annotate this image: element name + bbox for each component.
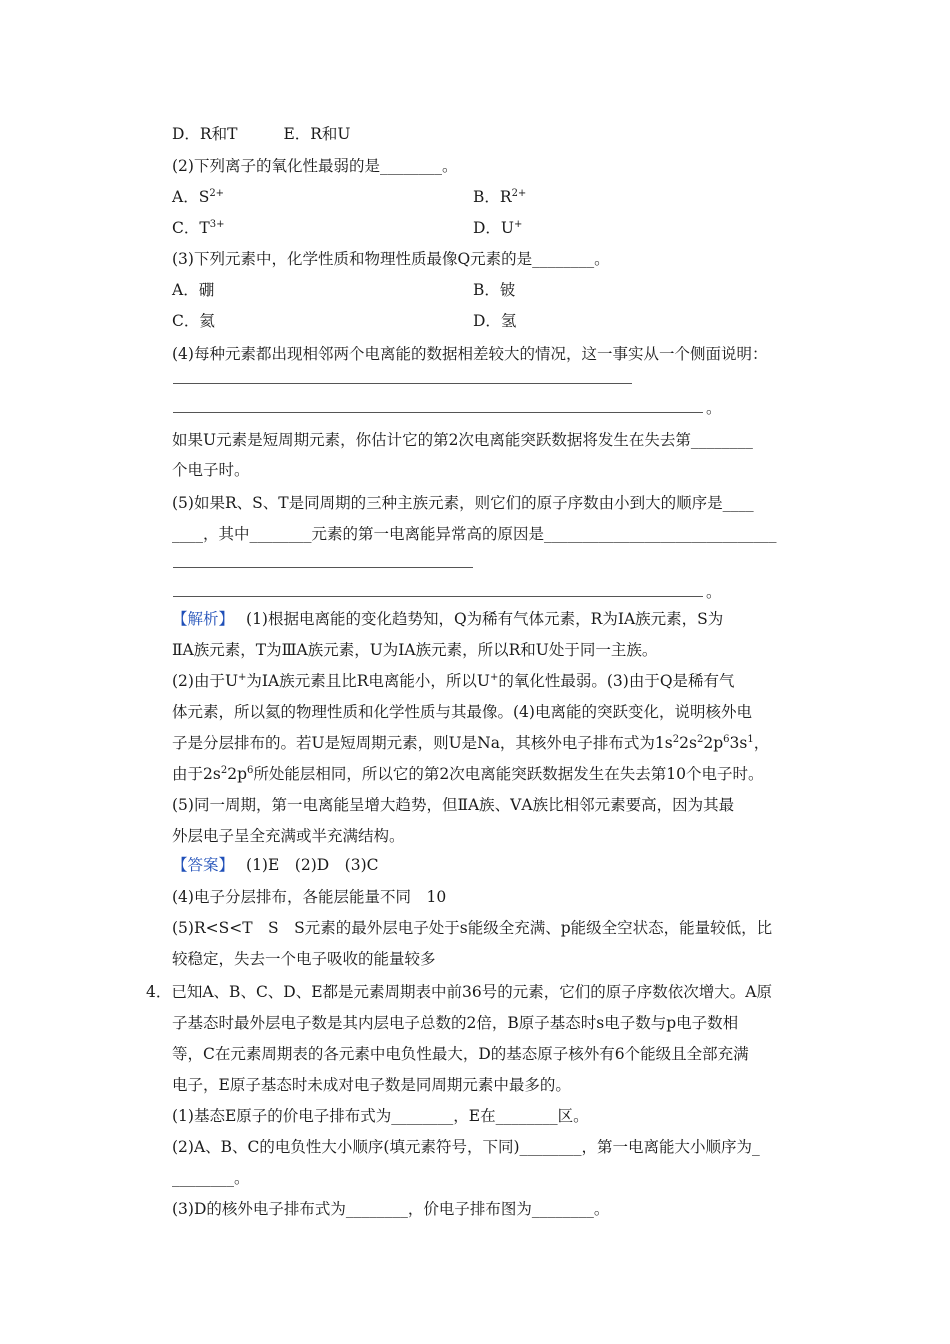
q3-part2-option-c: C．$T^{3+}$ <box>172 219 225 237</box>
analysis-line3: (2)由于U+为ⅠA族元素且比R电离能小，所以U+的氧化性最弱。(3)由于Q是稀有气 <box>172 672 735 690</box>
answer-line1: 【答案】 (1)E (2)D (3)C <box>172 856 379 874</box>
q4-stem-line1: 4．已知A、B、C、D、E都是元素周期表中前36号的元素，它们的原子序数依次增大。A原 <box>146 983 772 1001</box>
q3-part2-option-a: A．$S^{2+}$ <box>172 188 225 206</box>
q3-part3-options-ab <box>172 280 812 300</box>
q3-part4-end-mark: 。 <box>706 399 722 417</box>
q3-option-d: D．R和T <box>172 125 238 143</box>
q3-part4-follow-line2: 个电子时。 <box>172 461 250 479</box>
q4-part2-line1: (2)A、B、C的电负性大小顺序(填元素符号，下同)________，第一电离能大小顺序为_ <box>172 1138 760 1156</box>
answer-blank-line <box>173 383 632 384</box>
q4-part3: (3)D的核外电子排布式为________，价电子排布图为________。 <box>172 1200 610 1218</box>
q4-stem-line4: 电子，E原子基态时未成对电子数是同周期元素中最多的。 <box>172 1076 571 1094</box>
answer-tag: 【答案】 <box>172 856 235 874</box>
q3-part2-stem: (2)下列离子的氧化性最弱的是________。 <box>172 157 458 175</box>
answer-line4: 较稳定，失去一个电子吸收的能量较多 <box>172 950 436 968</box>
q3-part3-option-a: A．硼 <box>172 281 215 299</box>
q3-part3-stem: (3)下列元素中，化学性质和物理性质最像Q元素的是________。 <box>172 250 610 268</box>
answer-blank-line <box>173 567 473 568</box>
q3-part3-option-b: B．铍 <box>473 281 516 299</box>
analysis-tag: 【解析】 <box>172 610 235 628</box>
q3-options-d-e <box>172 124 351 144</box>
answer-blank-line <box>173 412 703 413</box>
analysis-line1: 【解析】 (1)根据电离能的变化趋势知，Q为稀有气体元素，R为ⅠA族元素，S为 <box>172 610 724 628</box>
answer-line3: (5)R<S<T S S元素的最外层电子处于s能级全充满、p能级全空状态，能量较低，比 <box>172 919 773 937</box>
q3-part2-options-cd <box>172 218 812 238</box>
q3-part5-line1: (5)如果R、S、T是同周期的三种主族元素，则它们的原子序数由小到大的顺序是____ <box>172 494 754 512</box>
analysis-line4: 体元素，所以氦的物理性质和化学性质与其最像。(4)电离能的突跃变化，说明核外电 <box>172 703 752 721</box>
q4-stem-line3: 等，C在元素周期表的各元素中电负性最大，D的基态原子核外有6个能级且全部充满 <box>172 1045 749 1063</box>
q3-part3-option-c: C．氦 <box>172 312 215 330</box>
q3-part2-option-b: B．$R^{2+}$ <box>473 188 527 206</box>
answer-blank-line <box>173 596 703 597</box>
q3-part2-options-ab <box>172 187 812 207</box>
analysis-line5: 子是分层排布的。若U是短周期元素，则U是Na，其核外电子排布式为$1s^22s^22p^63s^1$， <box>172 734 770 752</box>
q3-option-e: E．R和U <box>283 125 351 143</box>
analysis-line2: ⅡA族元素，T为ⅢA族元素，U为ⅠA族元素，所以R和U处于同一主族。 <box>172 641 658 659</box>
q3-part5-end-mark: 。 <box>706 583 722 601</box>
q3-part4-follow-line1: 如果U元素是短周期元素，你估计它的第2次电离能突跃数据将发生在失去第________ <box>172 431 753 449</box>
q3-part3-options-cd <box>172 311 812 331</box>
answer-line2: (4)电子分层排布，各能层能量不同 10 <box>172 888 447 906</box>
q3-part5-line2: ____，其中________元素的第一电离能异常高的原因是______________________________ <box>172 525 777 543</box>
q4-part2-line2: ________。 <box>172 1169 250 1187</box>
q3-part4-stem: (4)每种元素都出现相邻两个电离能的数据相差较大的情况，这一事实从一个侧面说明： <box>172 345 768 363</box>
q4-stem-line2: 子基态时最外层电子数是其内层电子总数的2倍，B原子基态时s电子数与p电子数相 <box>172 1014 739 1032</box>
q3-part2-option-d: D．U+ <box>473 219 523 237</box>
analysis-line8: 外层电子呈全充满或半充满结构。 <box>172 827 405 845</box>
analysis-line6: 由于$2s^22p^6$所处能层相同，所以它的第2次电离能突跃数据发生在失去第10个电子时。 <box>172 765 764 783</box>
q4-part1: (1)基态E原子的价电子排布式为________，E在________区。 <box>172 1107 589 1125</box>
analysis-line7: (5)同一周期，第一电离能呈增大趋势，但ⅡA族、ⅤA族比相邻元素要高，因为其最 <box>172 796 735 814</box>
q3-part3-option-d: D．氢 <box>473 312 517 330</box>
